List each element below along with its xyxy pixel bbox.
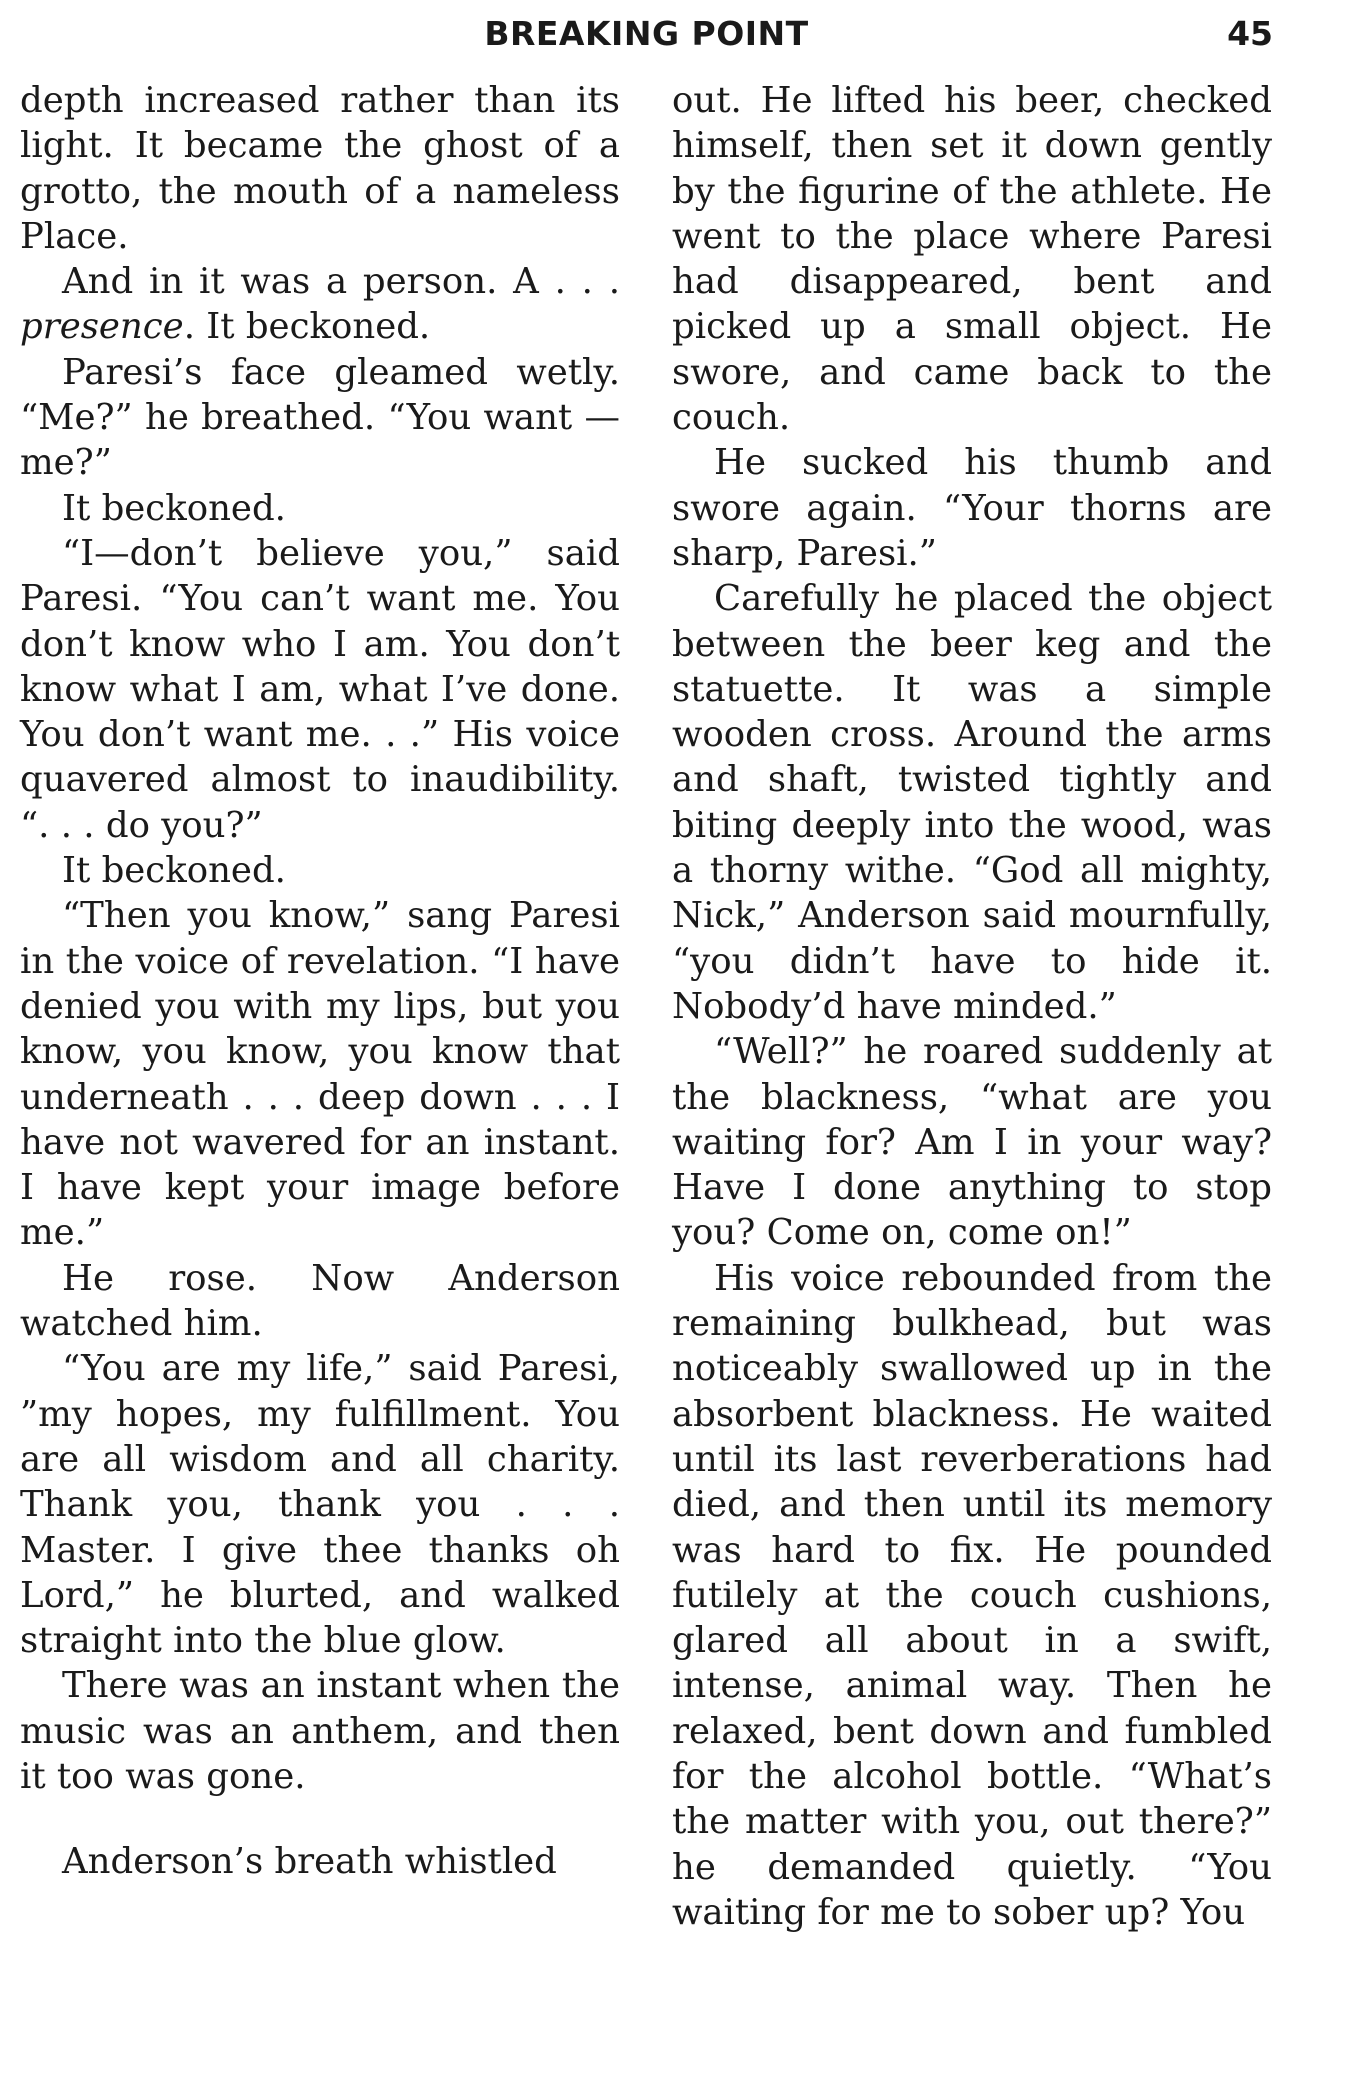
paragraph: He sucked his thumb and swore again. “Your thorns are sharp, Paresi.” bbox=[672, 442, 1272, 574]
paragraph: His voice rebounded from the remaining bulkhead, but was noticeably swallowed up in the absorbent blackness. He waited until its last reverberations had died, and then until its memory was hard to fix. He pounded futilely at the couch cushions, glared all about in a swift, intense, animal way. Then he relaxed, bent down and fumbled for the alcohol bottle. “What’s the matter with you, out there?” he demanded quietly. “You waiting for me to sober up? You bbox=[672, 1257, 1272, 1933]
page-header bbox=[20, 14, 1273, 62]
paragraph: It beckoned. bbox=[62, 487, 286, 529]
right-column bbox=[672, 78, 1272, 1935]
paragraph: “Then you know,” sang Paresi in the voice of revelation. “I have denied you with my lips, but you know, you know, you know that underneath . . . deep down . . . I have not wavered for an instant. I have kept your image before me.” bbox=[20, 895, 620, 1254]
paragraph: And in it was a person. A . . . presence. It beckoned. bbox=[20, 261, 620, 348]
paragraph: Paresi’s face gleamed wetly. “Me?” he breathed. “You want —me?” bbox=[20, 351, 620, 484]
paragraph: Carefully he placed the object between the beer keg and the statuette. It was a simple wooden cross. Around the arms and shaft, twisted tightly and biting deeply into the wood, was a thorny withe. “God all mighty, Nick,” Anderson said mournfully, “you didn’t have to hide it. Nobody’d have minded.” bbox=[672, 578, 1272, 1027]
page-number: 45 bbox=[1227, 14, 1273, 53]
paragraph: out. He lifted his beer, checked himself, then set it down gently by the figurine of the athlete. He went to the place where Paresi had disappeared, bent and picked up a small object. He swore, and came back to the couch. bbox=[672, 80, 1272, 439]
paragraph: There was an instant when the music was an anthem, and then it too was gone. bbox=[20, 1665, 620, 1797]
paragraph: It beckoned. bbox=[62, 850, 286, 892]
running-title: BREAKING POINT bbox=[484, 14, 809, 53]
left-column bbox=[20, 78, 620, 1885]
paragraph: “You are my life,” said Paresi, ”my hopes, my fulfillment. You are all wisdom and all charity. Thank you, thank you . . . Master. I give thee thanks oh Lord,” he blurted, and walked straight into the blue glow. bbox=[20, 1348, 620, 1662]
paragraph: “I—don’t believe you,” said Paresi. “You can’t want me. You don’t know who I am. You don’t know what I am, what I’ve done. You don’t want me. . .” His voice quavered almost to inaudibility. “. . . do you?” bbox=[20, 532, 620, 846]
paragraph: “Well?” he roared suddenly at the blackness, “what are you waiting for? Am I in your way? Have I done anything to stop you? Come on, come on!” bbox=[672, 1031, 1272, 1254]
paragraph: Anderson’s breath whistled bbox=[62, 1841, 557, 1883]
paragraph: He rose. Now Anderson watched him. bbox=[20, 1257, 620, 1345]
paragraph: depth increased rather than its light. It became the ghost of a grotto, the mouth of a nameless Place. bbox=[20, 80, 620, 257]
